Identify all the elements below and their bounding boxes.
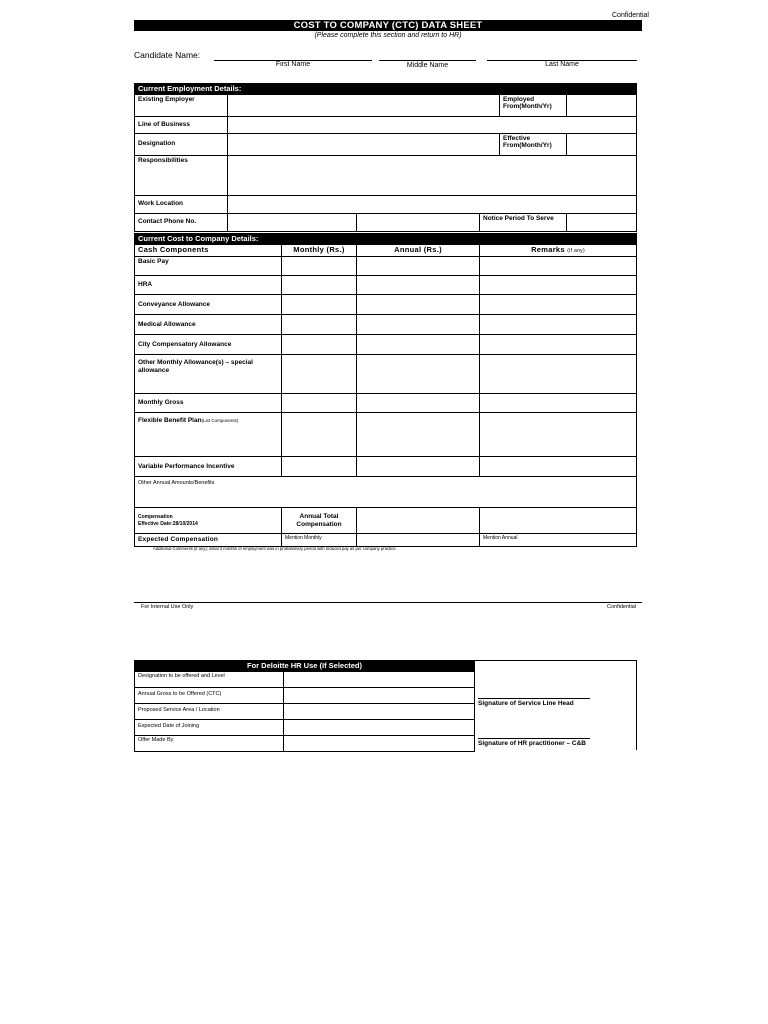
contact-phone-field[interactable] (228, 213, 357, 231)
flexible-benefit-cell (135, 413, 282, 457)
table-row (135, 276, 637, 295)
medical-annual-field[interactable] (357, 315, 480, 335)
designation-label: Designation (135, 133, 228, 155)
employment-section-header: Current Employment Details: (135, 84, 637, 95)
responsibilities-field[interactable] (228, 155, 637, 195)
flexible-benefit-note: (List Components) (201, 418, 239, 423)
last-name-caption: Last Name (545, 61, 579, 68)
notice-period-label: Notice Period To Serve (480, 213, 567, 231)
gross-annual-field[interactable] (357, 394, 480, 413)
city-monthly-field[interactable] (282, 335, 357, 355)
service-line-signature-label: Signature of Service Line Head (478, 700, 574, 707)
annual-total-field[interactable] (357, 508, 480, 534)
city-annual-field[interactable] (357, 335, 480, 355)
conveyance-label: Conveyance Allowance (135, 295, 282, 315)
employed-from-label: Employed From(Month/Yr) (500, 94, 567, 116)
compensation-effective-cell (135, 508, 282, 534)
table-row (135, 355, 637, 394)
other-monthly-label: Other Monthly Allowance(s) – special allowance (135, 355, 282, 394)
col-remarks-note: (if any) (567, 247, 585, 254)
col-annual: Annual (Rs.) (357, 244, 480, 257)
notice-period-field[interactable] (567, 213, 637, 231)
work-location-field[interactable] (228, 195, 637, 213)
hr-service-area-label: Proposed Service Area / Location (135, 703, 284, 719)
table-row (135, 295, 637, 315)
conveyance-remarks-field[interactable] (480, 295, 637, 315)
table-row (135, 477, 637, 508)
table-row (135, 457, 637, 477)
effective-from-label: Effective From(Month/Yr) (500, 133, 567, 155)
confidential-label-bottom: Confidential (607, 604, 637, 610)
hr-service-area-field[interactable] (284, 703, 475, 719)
flexible-benefit-label: Flexible Benefit Plan (138, 417, 202, 424)
other-monthly-monthly-field[interactable] (282, 355, 357, 394)
hr-annual-gross-label: Annual Gross to be Offered (CTC) (135, 687, 284, 703)
hr-designation-field[interactable] (284, 671, 475, 687)
hra-remarks-field[interactable] (480, 276, 637, 295)
annual-total-line2: Compensation (296, 520, 342, 528)
hr-offer-made-by-label: Offer Made By (135, 735, 284, 751)
page-title: COST TO COMPANY (CTC) DATA SHEET (293, 20, 483, 31)
conveyance-monthly-field[interactable] (282, 295, 357, 315)
hr-annual-gross-field[interactable] (284, 687, 475, 703)
table-row (135, 534, 637, 547)
medical-remarks-field[interactable] (480, 315, 637, 335)
title-bar (134, 20, 642, 31)
hr-section-header: For Deloitte HR Use (If Selected) (135, 661, 475, 672)
table-row (135, 508, 637, 534)
flexible-annual-field[interactable] (357, 413, 480, 457)
variable-annual-field[interactable] (357, 457, 480, 477)
variable-monthly-field[interactable] (282, 457, 357, 477)
medical-label: Medical Allowance (135, 315, 282, 335)
variable-incentive-label: Variable Performance Incentive (135, 457, 282, 477)
compensation-label: Compensation (138, 514, 173, 520)
table-row (135, 394, 637, 413)
table-row (135, 413, 637, 457)
gross-monthly-field[interactable] (282, 394, 357, 413)
line-of-business-label: Line of Business (135, 116, 228, 133)
flexible-remarks-field[interactable] (480, 413, 637, 457)
hr-practitioner-signature-line[interactable] (478, 738, 590, 739)
table-row (135, 315, 637, 335)
col-remarks-label: Remarks (531, 244, 565, 254)
service-line-signature-line[interactable] (478, 698, 590, 699)
responsibilities-label: Responsibilities (135, 155, 228, 195)
contact-phone-label: Contact Phone No. (135, 213, 228, 231)
basic-pay-annual-field[interactable] (357, 257, 480, 276)
internal-use-label: For Internal Use Only (141, 604, 194, 610)
gross-remarks-field[interactable] (480, 394, 637, 413)
confidential-label-top: Confidential (612, 12, 649, 19)
basic-pay-monthly-field[interactable] (282, 257, 357, 276)
col-remarks (480, 244, 637, 257)
contact-phone-extra-field[interactable] (357, 213, 480, 231)
hr-designation-label: Designation to be offered and Level (135, 671, 284, 687)
city-compensatory-label: City Compensatory Allowance (135, 335, 282, 355)
table-row (135, 671, 475, 687)
employed-from-field[interactable] (567, 94, 637, 116)
expected-monthly-field[interactable] (282, 534, 357, 547)
other-annual-amounts-label: Other Annual Amounts/Benefits (138, 480, 215, 486)
hra-monthly-field[interactable] (282, 276, 357, 295)
city-remarks-field[interactable] (480, 335, 637, 355)
table-row (135, 735, 475, 751)
ctc-table (134, 233, 637, 547)
other-monthly-remarks-field[interactable] (480, 355, 637, 394)
line-of-business-field[interactable] (228, 116, 637, 133)
compensation-effective-date: Effective Date:28/10/2014 (138, 520, 198, 527)
expected-compensation-label: Expected Compensation (135, 534, 282, 547)
basic-pay-label: Basic Pay (135, 257, 282, 276)
existing-employer-field[interactable] (228, 94, 500, 116)
hr-table (134, 660, 475, 752)
work-location-label: Work Location (135, 195, 228, 213)
page-subtitle: (Please complete this section and return to HR) (314, 32, 462, 39)
table-row (135, 335, 637, 355)
middle-name-caption: Middle Name (406, 62, 449, 69)
col-monthly: Monthly (Rs.) (282, 244, 357, 257)
basic-pay-remarks-field[interactable] (480, 257, 637, 276)
table-row (135, 257, 637, 276)
other-annual-amounts-field[interactable] (135, 477, 637, 508)
candidate-name-label: Candidate Name: (134, 50, 201, 60)
employment-table (134, 83, 637, 232)
flexible-monthly-field[interactable] (282, 413, 357, 457)
table-row (135, 703, 475, 719)
expected-annual-field[interactable] (480, 534, 637, 547)
internal-use-divider (134, 602, 642, 603)
hra-annual-field[interactable] (357, 276, 480, 295)
table-row (135, 687, 475, 703)
expected-blank-field[interactable] (357, 534, 480, 547)
table-row (135, 719, 475, 735)
annual-total-label-cell (282, 508, 357, 534)
hr-joining-date-label: Expected Date of Joining (135, 719, 284, 735)
hra-label: HRA (135, 276, 282, 295)
first-name-caption: First Name (275, 61, 311, 68)
col-cash-components: Cash Components (135, 244, 282, 257)
conveyance-annual-field[interactable] (357, 295, 480, 315)
ctc-section-header: Current Cost to Company Details: (135, 234, 637, 245)
additional-comments: Additional Comments (if any): initial 3 months of employment was in probationary period with reduced pay as per company practice. (153, 546, 397, 551)
annual-total-remarks-field[interactable] (480, 508, 637, 534)
designation-field[interactable] (228, 133, 500, 155)
hr-joining-date-field[interactable] (284, 719, 475, 735)
hr-practitioner-signature-label: Signature of HR practitioner – C&B (478, 740, 586, 747)
annual-total-line1: Annual Total (299, 513, 339, 520)
hr-offer-made-by-field[interactable] (284, 735, 475, 751)
monthly-gross-label: Monthly Gross (135, 394, 282, 413)
mention-annual-hint: Mention Annual (483, 535, 518, 541)
effective-from-field[interactable] (567, 133, 637, 155)
existing-employer-label: Existing Employer (135, 94, 228, 116)
other-monthly-annual-field[interactable] (357, 355, 480, 394)
middle-name-field[interactable] (379, 60, 476, 61)
variable-remarks-field[interactable] (480, 457, 637, 477)
mention-monthly-hint: Mention Monthly (285, 535, 322, 541)
medical-monthly-field[interactable] (282, 315, 357, 335)
